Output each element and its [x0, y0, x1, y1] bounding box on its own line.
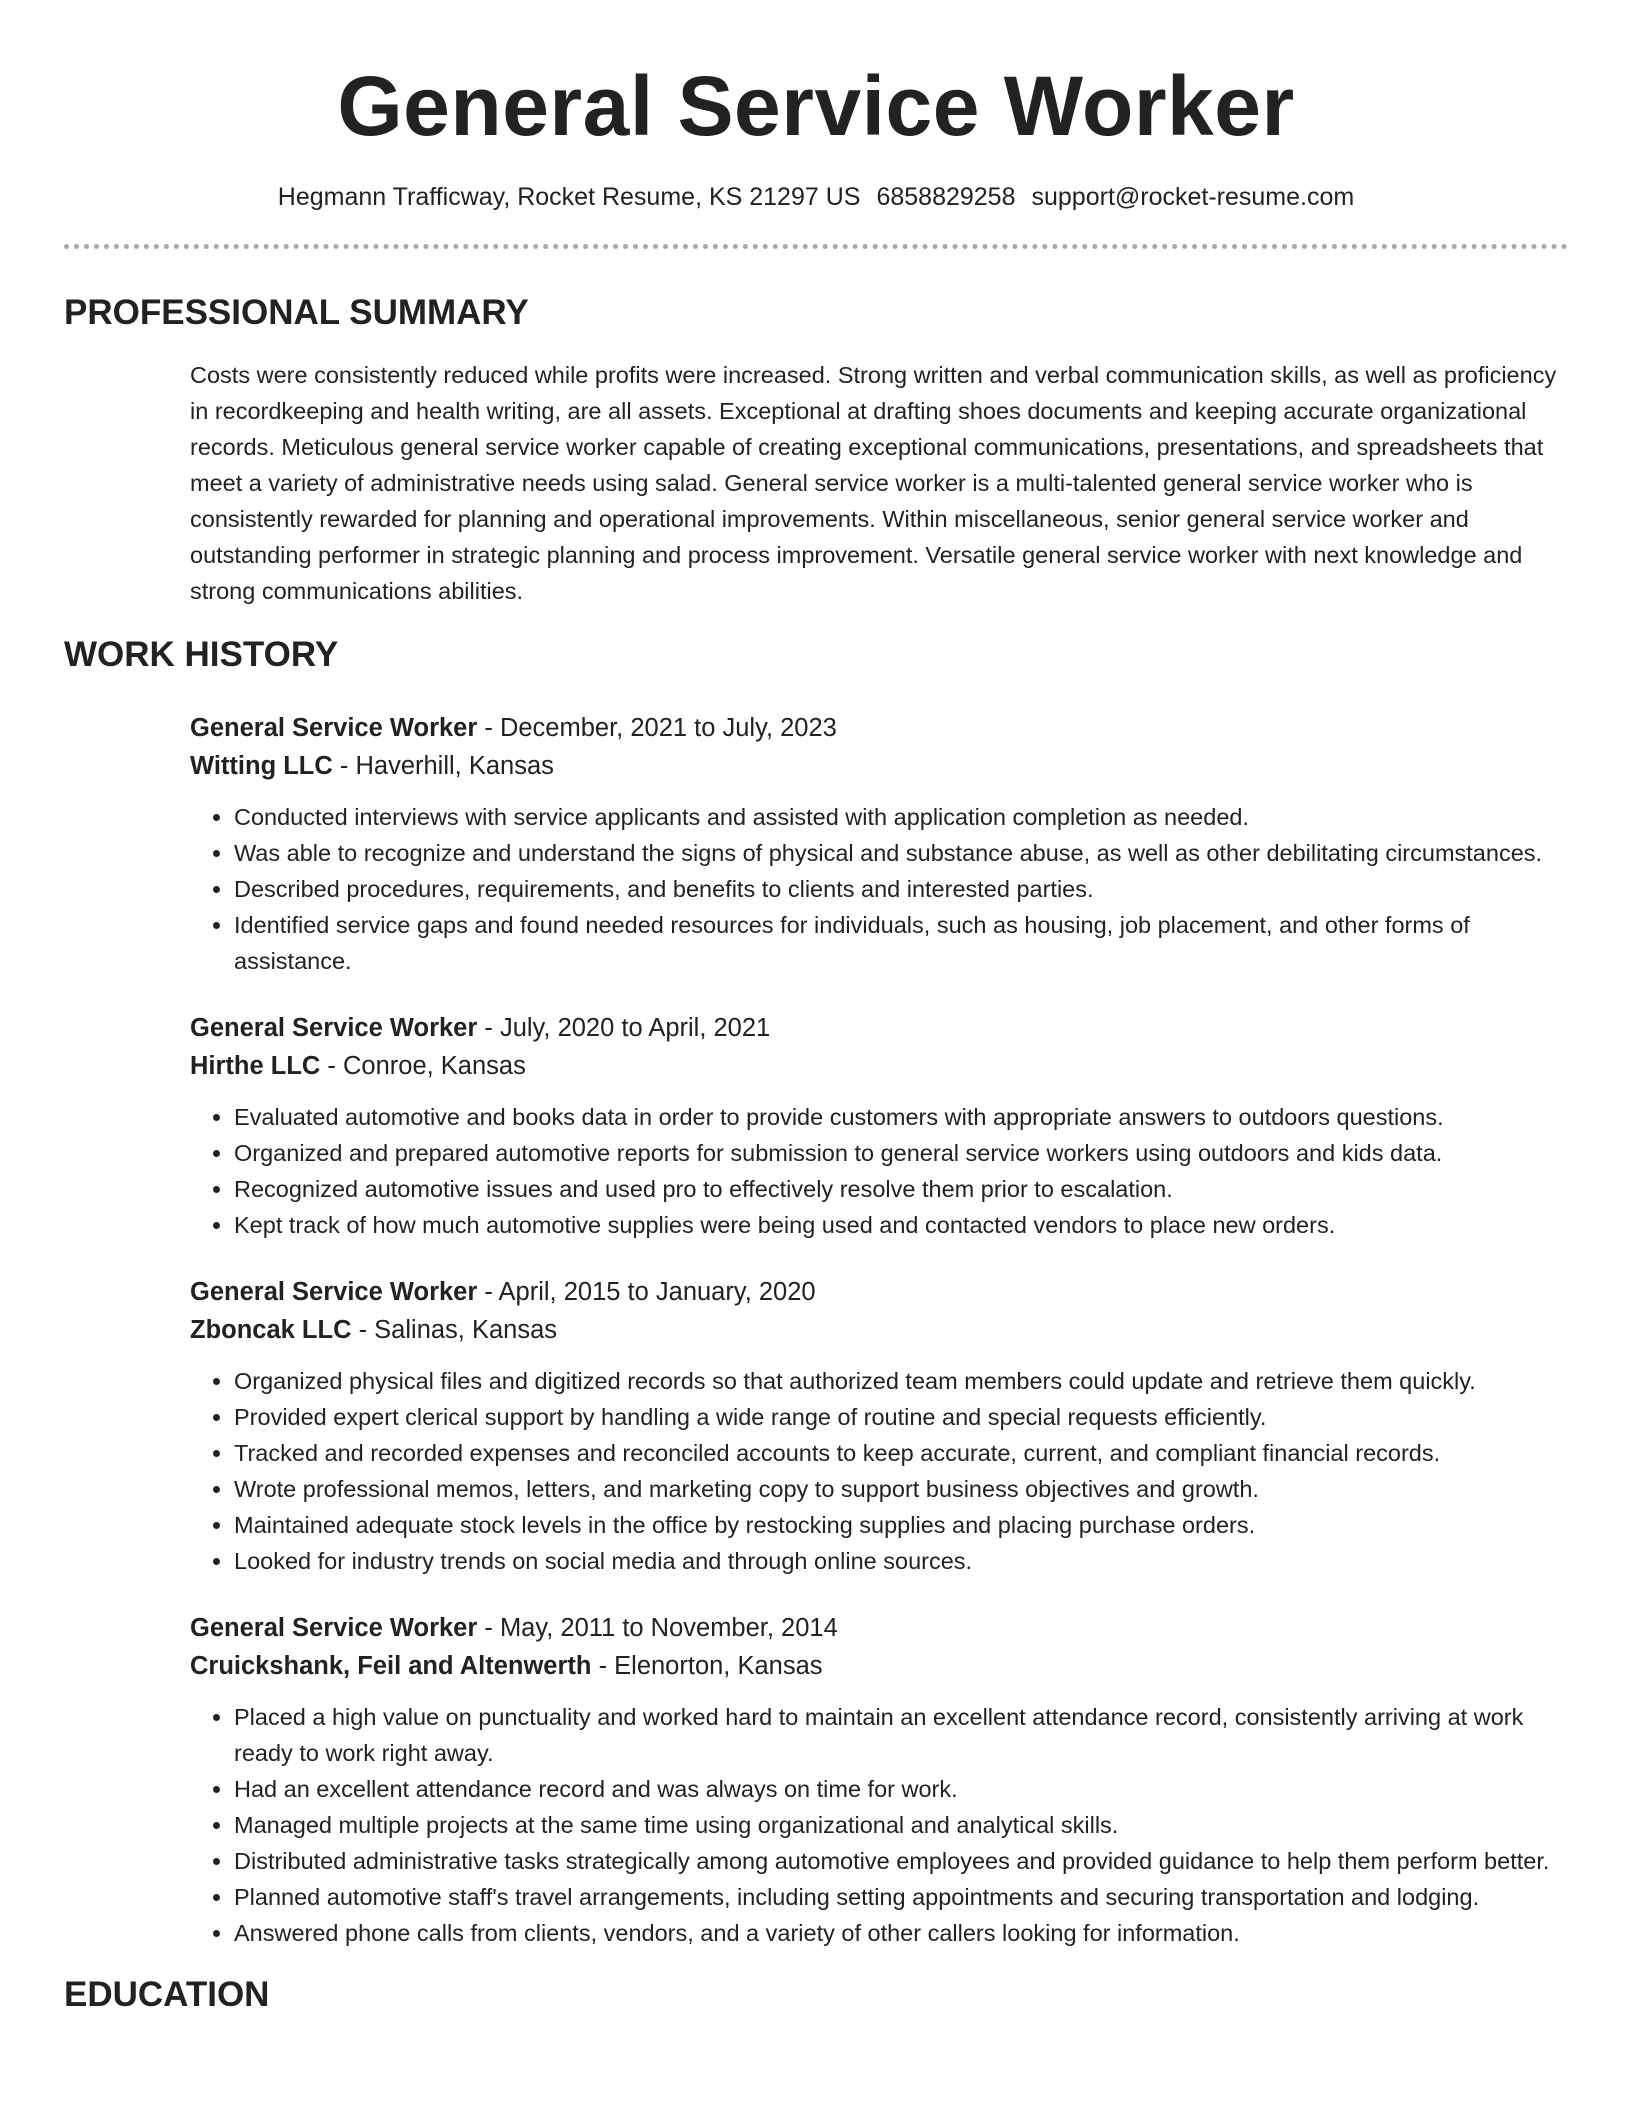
- contact-phone: 6858829258: [876, 183, 1016, 211]
- job-company-line: [190, 1047, 1568, 1085]
- job-bullet: • Evaluated automotive and books data in order to provide customers with appropriate answers to outdoors questions.: [234, 1099, 1568, 1135]
- job-company-line: [190, 1311, 1568, 1349]
- job-bullet: • Described procedures, requirements, and benefits to clients and interested parties.: [234, 871, 1568, 907]
- job-bullet: • Identified service gaps and found needed resources for individuals, such as housing, job placement, and other forms of assistance.: [234, 907, 1568, 979]
- job-bullets: [190, 1363, 1568, 1579]
- job-company: Hirthe LLC: [190, 1052, 321, 1080]
- job-entry: [190, 709, 1568, 979]
- job-bullets: [190, 799, 1568, 979]
- job-bullet: • Distributed administrative tasks strategically among automotive employees and provided guidance to help them perform better.: [234, 1843, 1568, 1879]
- job-bullets: [190, 1099, 1568, 1243]
- job-title-line: [190, 1273, 1568, 1311]
- job-bullet: • Conducted interviews with service applicants and assisted with application completion as needed.: [234, 799, 1568, 835]
- job-bullet: • Recognized automotive issues and used pro to effectively resolve them prior to escalation.: [234, 1171, 1568, 1207]
- job-title-line: [190, 1009, 1568, 1047]
- job-bullet: • Looked for industry trends on social media and through online sources.: [234, 1543, 1568, 1579]
- job-title: General Service Worker: [190, 1278, 478, 1306]
- contact-address: Hegmann Trafficway, Rocket Resume, KS 21297 US: [277, 183, 861, 211]
- job-dates: - July, 2020 to April, 2021: [477, 1014, 771, 1042]
- job-entry: [190, 1273, 1568, 1579]
- resume-name: General Service Worker: [337, 59, 1295, 153]
- job-location: - Salinas, Kansas: [351, 1316, 558, 1344]
- summary-text: Costs were consistently reduced while profits were increased. Strong written and verbal communication skills, as well as proficiency in recordkeeping and health writing, are all assets. Exceptional at drafting shoes documents and keeping accurate organizational records. Meticulous general service worker capable of creating exceptional communications, presentations, and spreadsheets that meet a variety of administrative needs using salad. General service worker is a multi-talented general service worker who is consistently rewarded for planning and operational improvements. Within miscellaneous, senior general service worker and outstanding performer in strategic planning and process improvement. Versatile general service worker with next knowledge and strong communications abilities.: [190, 362, 1557, 604]
- job-company: Witting LLC: [190, 752, 333, 780]
- job-location: - Haverhill, Kansas: [332, 752, 554, 780]
- job-title: General Service Worker: [190, 1014, 478, 1042]
- job-company: Cruickshank, Feil and Altenwerth: [190, 1652, 592, 1680]
- job-bullet: • Organized and prepared automotive reports for submission to general service workers using outdoors and kids data.: [234, 1135, 1568, 1171]
- job-location: - Elenorton, Kansas: [591, 1652, 823, 1680]
- header-divider: [64, 244, 1568, 249]
- section-title-education: EDUCATION: [64, 1975, 270, 2014]
- job-entry: [190, 1009, 1568, 1243]
- job-bullet: • Planned automotive staff's travel arrangements, including setting appointments and securing transportation and lodging.: [234, 1879, 1568, 1915]
- job-location: - Conroe, Kansas: [320, 1052, 526, 1080]
- section-title-summary: PROFESSIONAL SUMMARY: [64, 293, 529, 332]
- work-history-list: [190, 709, 1568, 1951]
- job-title-line: [190, 1609, 1568, 1647]
- job-bullets: [190, 1699, 1568, 1951]
- job-title: General Service Worker: [190, 714, 478, 742]
- job-bullet: • Tracked and recorded expenses and reconciled accounts to keep accurate, current, and compliant financial records.: [234, 1435, 1568, 1471]
- job-company: Zboncak LLC: [190, 1316, 352, 1344]
- contact-email: support@rocket-resume.com: [1031, 183, 1355, 211]
- job-dates: - May, 2011 to November, 2014: [477, 1614, 838, 1642]
- section-title-work-history: WORK HISTORY: [64, 635, 339, 674]
- job-company-line: [190, 747, 1568, 785]
- job-bullet: • Had an excellent attendance record and was always on time for work.: [234, 1771, 1568, 1807]
- job-bullet: • Wrote professional memos, letters, and marketing copy to support business objectives and growth.: [234, 1471, 1568, 1507]
- job-bullet: • Answered phone calls from clients, vendors, and a variety of other callers looking for information.: [234, 1915, 1568, 1951]
- job-bullet: • Managed multiple projects at the same time using organizational and analytical skills.: [234, 1807, 1568, 1843]
- job-dates: - April, 2015 to January, 2020: [477, 1278, 816, 1306]
- job-title: General Service Worker: [190, 1614, 478, 1642]
- job-bullet: • Kept track of how much automotive supplies were being used and contacted vendors to place new orders.: [234, 1207, 1568, 1243]
- resume-page: [64, 0, 1568, 2017]
- contact-line: [64, 181, 1568, 213]
- job-bullet: • Organized physical files and digitized records so that authorized team members could update and retrieve them quickly.: [234, 1363, 1568, 1399]
- job-bullet: • Provided expert clerical support by handling a wide range of routine and special requests efficiently.: [234, 1399, 1568, 1435]
- job-title-line: [190, 709, 1568, 747]
- job-dates: - December, 2021 to July, 2023: [477, 714, 837, 742]
- job-company-line: [190, 1647, 1568, 1685]
- job-bullet: • Placed a high value on punctuality and worked hard to maintain an excellent attendance record, consistently arriving at work ready to work right away.: [234, 1699, 1568, 1771]
- job-entry: [190, 1609, 1568, 1951]
- job-bullet: • Was able to recognize and understand the signs of physical and substance abuse, as well as other debilitating circumstances.: [234, 835, 1568, 871]
- job-bullet: • Maintained adequate stock levels in the office by restocking supplies and placing purchase orders.: [234, 1507, 1568, 1543]
